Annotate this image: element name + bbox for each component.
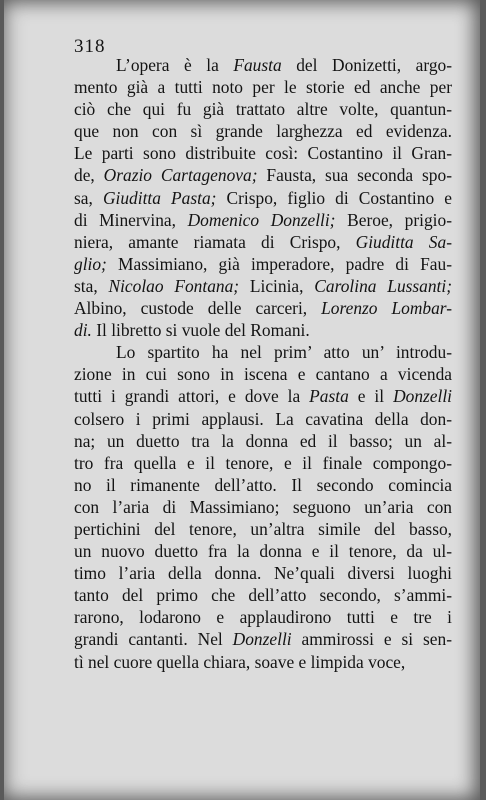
text-run: Massimiano, già imperadore, padre di Fau- bbox=[106, 253, 452, 274]
text-run: no il rimanente dell’atto. Il secondo comincia bbox=[74, 474, 452, 495]
book-page bbox=[4, 0, 480, 800]
text-run: niera, amante riamata di Crispo, bbox=[74, 231, 356, 252]
text-run: Le parti sono distribuite così: Costantino il Gran- bbox=[74, 143, 452, 164]
text-run: tutti i grandi attori, e dove la bbox=[74, 386, 310, 407]
text-line bbox=[74, 76, 452, 98]
text-run: e il bbox=[348, 386, 394, 407]
text-run: sta, bbox=[74, 275, 109, 296]
text-run: colsero i primi applausi. La cavatina della don- bbox=[74, 408, 452, 429]
text-run: Albino, custode delle carceri, bbox=[74, 298, 322, 319]
text-run: sa, bbox=[74, 187, 103, 208]
text-run: Lo spartito ha nel prim’ atto un’ introdu- bbox=[116, 342, 452, 363]
text-line bbox=[74, 651, 452, 673]
text-line bbox=[74, 319, 452, 341]
paragraph bbox=[74, 54, 452, 341]
italic-name: glio; bbox=[74, 253, 107, 274]
italic-name: Domenico Donzelli; bbox=[187, 209, 336, 230]
italic-name: Donzelli bbox=[232, 629, 292, 650]
text-run: na; un duetto tra la donna ed il basso; un al- bbox=[74, 430, 452, 451]
text-line bbox=[74, 540, 452, 562]
text-run: rarono, lodarono e applaudirono tutti e tre i bbox=[74, 607, 452, 628]
italic-name: Pasta bbox=[309, 386, 349, 407]
text-line bbox=[74, 275, 452, 297]
page-number: 318 bbox=[74, 36, 106, 57]
italic-name: Donzelli bbox=[393, 386, 452, 407]
text-run: Il libretto si vuole del Romani. bbox=[91, 320, 310, 341]
text-run: Beroe, prigio- bbox=[335, 209, 452, 230]
italic-name: Nicolao Fontana; bbox=[108, 275, 240, 296]
text-run: del Donizetti, argo- bbox=[281, 55, 452, 75]
italic-name: Lorenzo Lombar- bbox=[321, 298, 452, 319]
text-line bbox=[74, 142, 452, 164]
text-line bbox=[74, 518, 452, 540]
text-run: de, bbox=[74, 165, 104, 186]
text-run: con l’aria di Massimiano; seguono un’aria con bbox=[74, 496, 452, 517]
text-line bbox=[74, 209, 452, 231]
italic-name: Carolina Lussanti; bbox=[314, 275, 452, 296]
text-run: Fausta, sua seconda spo- bbox=[257, 165, 452, 186]
italic-name: Giuditta Sa- bbox=[355, 231, 452, 252]
text-run: grandi cantanti. Nel bbox=[74, 629, 233, 650]
text-line bbox=[74, 253, 452, 275]
text-line bbox=[74, 341, 452, 363]
text-line bbox=[74, 430, 452, 452]
text-line bbox=[74, 363, 452, 385]
text-run: ciò che qui fu già trattato altre volte, quantun- bbox=[74, 99, 452, 120]
text-run: pertichini del tenore, un’altra simile del basso, bbox=[74, 518, 452, 539]
text-line bbox=[74, 474, 452, 496]
text-line bbox=[74, 120, 452, 142]
text-line bbox=[74, 408, 452, 430]
text-run: tanto del primo che dell’atto secondo, s’ammi- bbox=[74, 585, 452, 606]
text-run: que non con sì grande larghezza ed evidenza. bbox=[74, 121, 452, 142]
italic-name: Fausta bbox=[233, 55, 282, 75]
text-line bbox=[74, 164, 452, 186]
text-run: Licinia, bbox=[239, 275, 315, 296]
text-line bbox=[74, 98, 452, 120]
paragraph bbox=[74, 341, 452, 672]
text-line bbox=[74, 452, 452, 474]
text-run: un nuovo duetto fra la donna e il tenore, da ul- bbox=[74, 541, 452, 562]
text-line bbox=[74, 628, 452, 650]
text-run: tro fra quella e il tenore, e il finale compongo- bbox=[74, 452, 452, 473]
text-line bbox=[74, 297, 452, 319]
text-line bbox=[74, 231, 452, 253]
text-run: zione in cui sono in iscena e cantano a vicenda bbox=[74, 364, 452, 385]
text-line bbox=[74, 187, 452, 209]
text-line bbox=[74, 584, 452, 606]
text-run: ammirossi e si sen- bbox=[291, 629, 452, 650]
text-line bbox=[74, 606, 452, 628]
body-text bbox=[74, 54, 452, 673]
text-line bbox=[74, 54, 452, 76]
text-run: Crispo, figlio di Costantino e bbox=[216, 187, 452, 208]
text-run: L’opera è la bbox=[116, 55, 234, 75]
text-line bbox=[74, 562, 452, 584]
text-run: di Minervina, bbox=[74, 209, 188, 230]
text-line bbox=[74, 385, 452, 407]
italic-name: Giuditta Pasta; bbox=[102, 187, 217, 208]
text-run: tì nel cuore quella chiara, soave e limpida voce, bbox=[74, 651, 406, 672]
text-line bbox=[74, 496, 452, 518]
text-run: timo l’aria della donna. Ne’quali diversi luoghi bbox=[74, 563, 452, 584]
italic-name: Orazio Cartagenova; bbox=[103, 165, 258, 186]
text-run: mento già a tutti noto per le storie ed anche per bbox=[74, 77, 452, 98]
italic-name: di. bbox=[74, 320, 92, 341]
